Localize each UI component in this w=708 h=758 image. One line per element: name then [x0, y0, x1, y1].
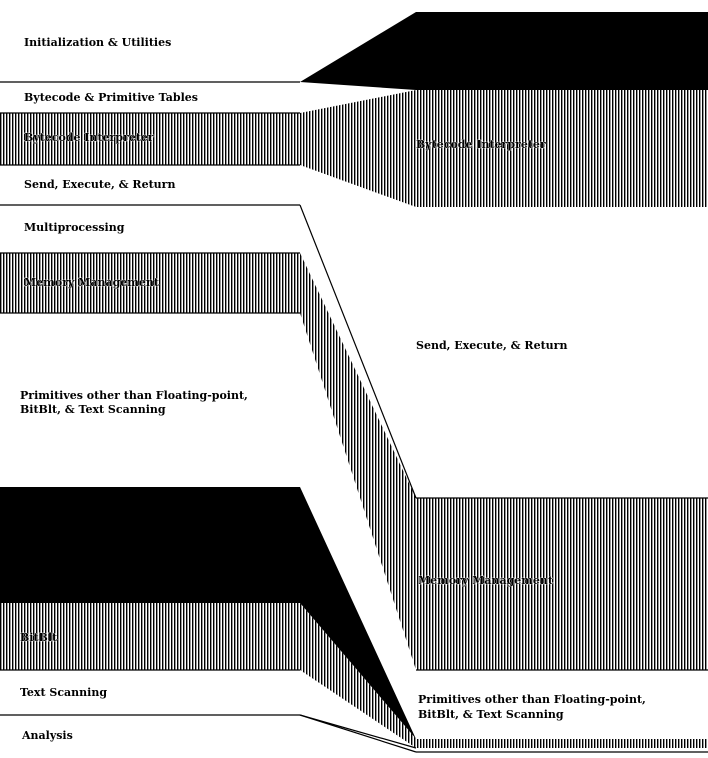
left-label-primitives-line2: BitBlt, & Text Scanning — [20, 403, 166, 416]
band-initialization-solid — [300, 12, 708, 90]
right-label-primitives-line1: Primitives other than Floating-point, — [418, 693, 646, 706]
left-label-initialization: Initialization & Utilities — [24, 36, 172, 49]
left-label-multiprocessing: Multiprocessing — [24, 221, 125, 234]
left-label-text-scanning: Text Scanning — [20, 686, 108, 699]
left-label-analysis: Analysis — [22, 729, 73, 742]
right-label-send-execute-return: Send, Execute, & Return — [416, 339, 568, 352]
left-label-bitblt: BitBlt — [20, 631, 58, 644]
right-label-primitives-line2: BitBlt, & Text Scanning — [418, 708, 564, 721]
right-label-bytecode-interpreter: Bytecode Interpreter — [416, 138, 546, 151]
right-label-memory-management: Memory Management — [418, 574, 554, 587]
left-label-bytecode-tables: Bytecode & Primitive Tables — [24, 91, 198, 104]
left-label-memory-management: Memory Management — [24, 276, 160, 289]
left-label-primitives-line1: Primitives other than Floating-point, — [20, 389, 248, 402]
left-label-send-execute-return: Send, Execute, & Return — [24, 178, 176, 191]
left-label-bytecode-interpreter: Bytecode Interpreter — [24, 131, 154, 144]
